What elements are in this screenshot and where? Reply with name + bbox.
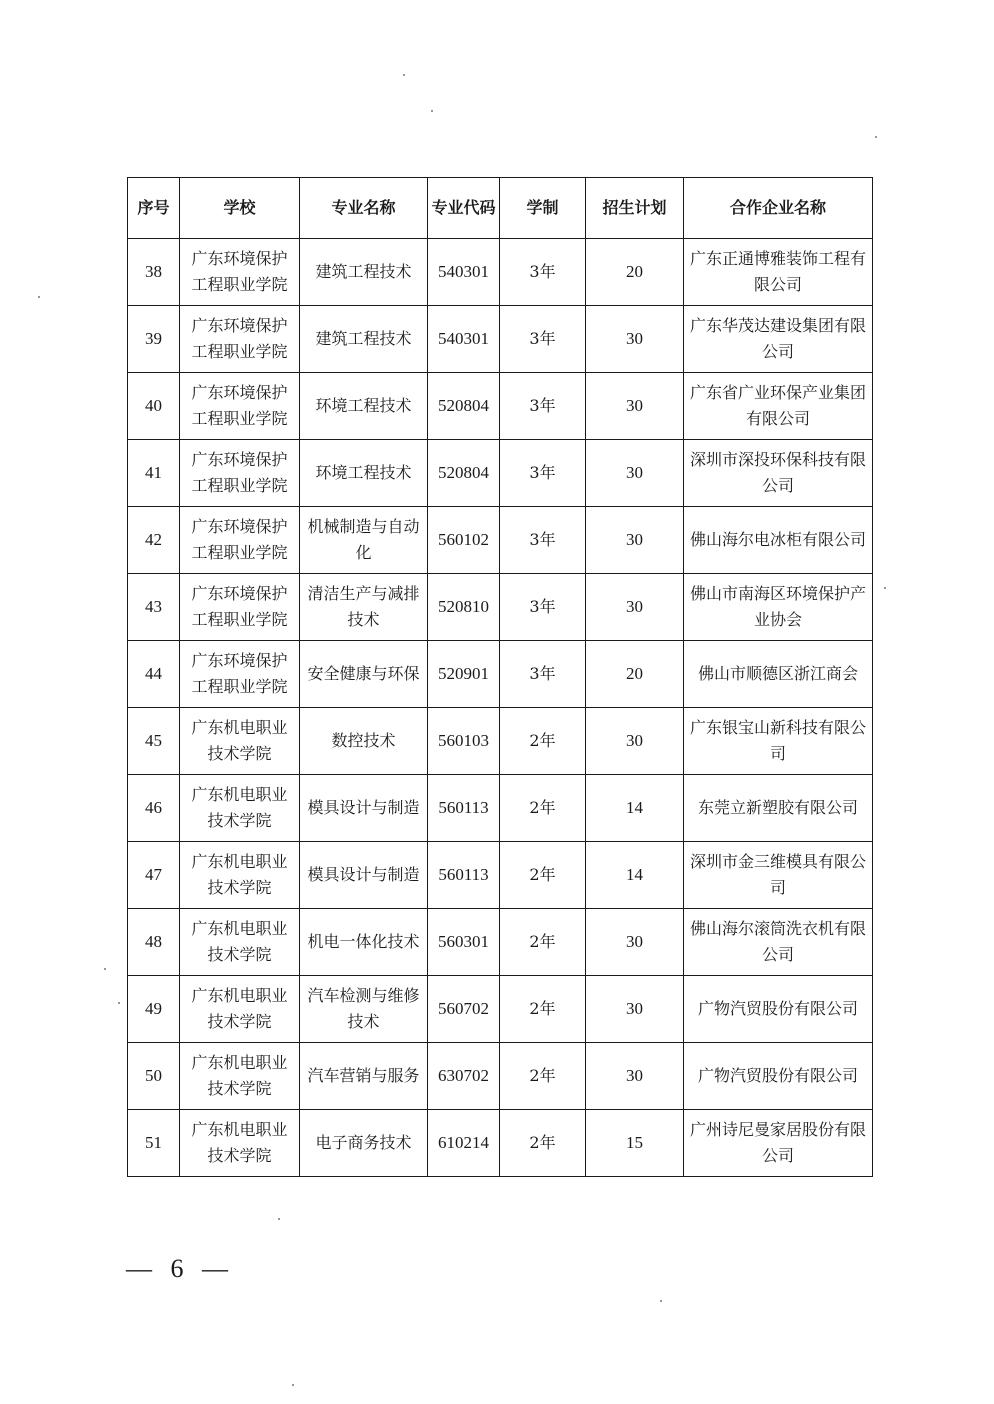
cell-major-code: 560301 xyxy=(428,909,500,976)
cell-duration: 2年 xyxy=(500,1110,586,1177)
cell-enrollment-plan: 30 xyxy=(586,373,684,440)
cell-major-code: 630702 xyxy=(428,1043,500,1110)
table-body xyxy=(128,239,873,1177)
table-row xyxy=(128,976,873,1043)
cell-partner-company: 广东正通博雅装饰工程有限公司 xyxy=(684,239,873,306)
scan-speck xyxy=(292,1384,294,1386)
cell-major: 机械制造与自动化 xyxy=(300,507,428,574)
cell-partner-company: 佛山海尔电冰柜有限公司 xyxy=(684,507,873,574)
cell-major: 安全健康与环保 xyxy=(300,641,428,708)
header-major-code: 专业代码 xyxy=(428,178,500,239)
cell-major-code: 610214 xyxy=(428,1110,500,1177)
cell-enrollment-plan: 30 xyxy=(586,1043,684,1110)
cell-duration: 2年 xyxy=(500,1043,586,1110)
cell-index: 43 xyxy=(128,574,180,641)
cell-enrollment-plan: 30 xyxy=(586,440,684,507)
table-row xyxy=(128,239,873,306)
scan-speck xyxy=(118,1002,120,1004)
cell-index: 49 xyxy=(128,976,180,1043)
header-major: 专业名称 xyxy=(300,178,428,239)
cell-duration: 2年 xyxy=(500,842,586,909)
cell-index: 42 xyxy=(128,507,180,574)
cell-school: 广东机电职业技术学院 xyxy=(180,909,300,976)
cell-major-code: 560113 xyxy=(428,775,500,842)
scan-speck xyxy=(660,1300,662,1302)
cell-duration: 3年 xyxy=(500,239,586,306)
cell-index: 38 xyxy=(128,239,180,306)
cell-index: 40 xyxy=(128,373,180,440)
cell-school: 广东机电职业技术学院 xyxy=(180,1110,300,1177)
scan-speck xyxy=(38,296,40,298)
enrollment-table xyxy=(127,177,873,1177)
scan-speck xyxy=(278,1218,280,1220)
header-enrollment-plan: 招生计划 xyxy=(586,178,684,239)
cell-school: 广东机电职业技术学院 xyxy=(180,976,300,1043)
cell-major: 模具设计与制造 xyxy=(300,775,428,842)
cell-major: 数控技术 xyxy=(300,708,428,775)
cell-school: 广东环境保护工程职业学院 xyxy=(180,440,300,507)
cell-partner-company: 广物汽贸股份有限公司 xyxy=(684,976,873,1043)
cell-enrollment-plan: 30 xyxy=(586,976,684,1043)
cell-index: 39 xyxy=(128,306,180,373)
cell-index: 46 xyxy=(128,775,180,842)
cell-major: 环境工程技术 xyxy=(300,373,428,440)
cell-duration: 3年 xyxy=(500,306,586,373)
cell-school: 广东环境保护工程职业学院 xyxy=(180,306,300,373)
table-row xyxy=(128,373,873,440)
cell-major: 汽车检测与维修技术 xyxy=(300,976,428,1043)
cell-duration: 3年 xyxy=(500,641,586,708)
cell-index: 51 xyxy=(128,1110,180,1177)
table-row xyxy=(128,708,873,775)
cell-duration: 2年 xyxy=(500,909,586,976)
cell-enrollment-plan: 30 xyxy=(586,306,684,373)
cell-duration: 3年 xyxy=(500,507,586,574)
cell-enrollment-plan: 14 xyxy=(586,775,684,842)
cell-school: 广东机电职业技术学院 xyxy=(180,1043,300,1110)
cell-school: 广东环境保护工程职业学院 xyxy=(180,641,300,708)
table-row xyxy=(128,842,873,909)
table-row xyxy=(128,909,873,976)
cell-index: 48 xyxy=(128,909,180,976)
cell-partner-company: 深圳市金三维模具有限公司 xyxy=(684,842,873,909)
scan-speck xyxy=(104,968,106,970)
cell-major: 建筑工程技术 xyxy=(300,239,428,306)
enrollment-table-container xyxy=(127,177,872,1177)
cell-major-code: 560102 xyxy=(428,507,500,574)
scan-speck xyxy=(403,74,405,76)
cell-major-code: 520804 xyxy=(428,440,500,507)
cell-duration: 2年 xyxy=(500,775,586,842)
cell-partner-company: 广东华茂达建设集团有限公司 xyxy=(684,306,873,373)
cell-major: 建筑工程技术 xyxy=(300,306,428,373)
cell-duration: 3年 xyxy=(500,440,586,507)
cell-enrollment-plan: 30 xyxy=(586,909,684,976)
cell-school: 广东机电职业技术学院 xyxy=(180,775,300,842)
header-duration: 学制 xyxy=(500,178,586,239)
header-school: 学校 xyxy=(180,178,300,239)
cell-major: 清洁生产与减排技术 xyxy=(300,574,428,641)
cell-major-code: 520804 xyxy=(428,373,500,440)
table-row xyxy=(128,507,873,574)
cell-index: 45 xyxy=(128,708,180,775)
header-partner-company: 合作企业名称 xyxy=(684,178,873,239)
cell-index: 44 xyxy=(128,641,180,708)
cell-school: 广东机电职业技术学院 xyxy=(180,708,300,775)
cell-partner-company: 广州诗尼曼家居股份有限公司 xyxy=(684,1110,873,1177)
table-row xyxy=(128,1110,873,1177)
cell-school: 广东环境保护工程职业学院 xyxy=(180,239,300,306)
cell-major-code: 560103 xyxy=(428,708,500,775)
cell-enrollment-plan: 20 xyxy=(586,239,684,306)
cell-partner-company: 佛山海尔滚筒洗衣机有限公司 xyxy=(684,909,873,976)
table-row xyxy=(128,574,873,641)
cell-major-code: 560113 xyxy=(428,842,500,909)
cell-major-code: 520901 xyxy=(428,641,500,708)
page-number: — 6 — xyxy=(126,1254,234,1283)
cell-partner-company: 深圳市深投环保科技有限公司 xyxy=(684,440,873,507)
cell-major-code: 520810 xyxy=(428,574,500,641)
cell-enrollment-plan: 30 xyxy=(586,574,684,641)
table-row xyxy=(128,775,873,842)
scan-speck xyxy=(875,136,877,138)
cell-partner-company: 佛山市南海区环境保护产业协会 xyxy=(684,574,873,641)
cell-index: 41 xyxy=(128,440,180,507)
cell-major-code: 540301 xyxy=(428,239,500,306)
cell-school: 广东机电职业技术学院 xyxy=(180,842,300,909)
cell-major-code: 560702 xyxy=(428,976,500,1043)
cell-enrollment-plan: 20 xyxy=(586,641,684,708)
cell-partner-company: 广东省广业环保产业集团有限公司 xyxy=(684,373,873,440)
cell-major: 环境工程技术 xyxy=(300,440,428,507)
cell-enrollment-plan: 30 xyxy=(586,708,684,775)
cell-duration: 3年 xyxy=(500,574,586,641)
table-row xyxy=(128,1043,873,1110)
cell-duration: 2年 xyxy=(500,976,586,1043)
table-row xyxy=(128,440,873,507)
cell-partner-company: 佛山市顺德区浙江商会 xyxy=(684,641,873,708)
scan-speck xyxy=(431,110,433,112)
table-row xyxy=(128,641,873,708)
cell-major: 汽车营销与服务 xyxy=(300,1043,428,1110)
cell-major-code: 540301 xyxy=(428,306,500,373)
cell-duration: 2年 xyxy=(500,708,586,775)
cell-duration: 3年 xyxy=(500,373,586,440)
cell-partner-company: 东莞立新塑胶有限公司 xyxy=(684,775,873,842)
cell-major: 模具设计与制造 xyxy=(300,842,428,909)
cell-enrollment-plan: 14 xyxy=(586,842,684,909)
table-row xyxy=(128,306,873,373)
cell-school: 广东环境保护工程职业学院 xyxy=(180,574,300,641)
cell-index: 50 xyxy=(128,1043,180,1110)
cell-index: 47 xyxy=(128,842,180,909)
cell-enrollment-plan: 15 xyxy=(586,1110,684,1177)
table-header-row xyxy=(128,178,873,239)
header-index: 序号 xyxy=(128,178,180,239)
cell-partner-company: 广东银宝山新科技有限公司 xyxy=(684,708,873,775)
cell-school: 广东环境保护工程职业学院 xyxy=(180,507,300,574)
cell-major: 电子商务技术 xyxy=(300,1110,428,1177)
scan-speck xyxy=(884,587,886,589)
cell-enrollment-plan: 30 xyxy=(586,507,684,574)
cell-major: 机电一体化技术 xyxy=(300,909,428,976)
cell-partner-company: 广物汽贸股份有限公司 xyxy=(684,1043,873,1110)
cell-school: 广东环境保护工程职业学院 xyxy=(180,373,300,440)
